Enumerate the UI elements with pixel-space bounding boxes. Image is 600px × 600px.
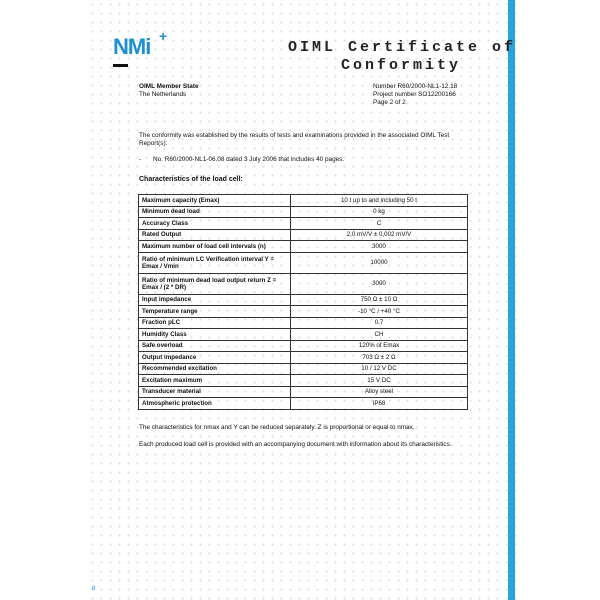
row-key: Accuracy Class [139, 218, 291, 230]
project-number: Project number SO12200166 [373, 91, 456, 98]
row-key: Humidity Class [139, 329, 291, 341]
row-value: CH [291, 329, 468, 341]
table-row [139, 241, 468, 253]
row-key: Fraction pLC [139, 317, 291, 329]
page-edge-stripe [508, 0, 515, 600]
table-row [139, 294, 468, 306]
section-title: Characteristics of the load cell: [139, 176, 243, 183]
row-key: Ratio of minimum LC Verification interval Y = Emax / Vmin [139, 252, 291, 273]
row-value: C [291, 218, 468, 230]
certificate-number: Number R60/2000-NL1-12.18 [373, 83, 458, 90]
row-value: 3000 [291, 241, 468, 253]
member-state-block [139, 83, 199, 99]
report-dash: - [139, 156, 142, 163]
table-row [139, 352, 468, 364]
row-value: 15 V DC [291, 375, 468, 387]
table-row [139, 340, 468, 352]
row-key: Atmospheric protection [139, 398, 291, 410]
report-reference [139, 156, 344, 163]
table-row [139, 317, 468, 329]
intro-paragraph: The conformity was established by the results of tests and examinations provided in the associated OIML Test Report(s): [139, 132, 450, 148]
table-row [139, 229, 468, 241]
table-row [139, 375, 468, 387]
row-value: 10 / 12 V DC [291, 363, 468, 375]
page-number: 8 [92, 586, 96, 592]
row-key: Maximum capacity (Emax) [139, 195, 291, 207]
row-key: Transducer material [139, 386, 291, 398]
row-key: Ratio of minimum dead load output return Z = Emax / (2 * DR) [139, 273, 291, 294]
table-row [139, 206, 468, 218]
row-value: 750 Ω ± 10 Ω [291, 294, 468, 306]
note-accompanying-document: Each produced load cell is provided with an accompanying document with information about its characteristics. [139, 441, 452, 448]
row-value: 10000 [291, 252, 468, 273]
table-row [139, 386, 468, 398]
table-row [139, 218, 468, 230]
row-value: 3000 [291, 273, 468, 294]
row-value: 0 kg [291, 206, 468, 218]
row-value: 10 t up to and including 50 t [291, 195, 468, 207]
member-state-country: The Netherlands [139, 91, 187, 98]
row-key: Rated Output [139, 229, 291, 241]
characteristics-table [138, 194, 468, 410]
row-key: Safe overload [139, 340, 291, 352]
row-key: Temperature range [139, 306, 291, 318]
title-line-1: OIML Certificate of [288, 39, 517, 56]
page-indicator: Page 2 of 2 [373, 99, 406, 106]
row-value: 120% of Emax [291, 340, 468, 352]
table-row [139, 252, 468, 273]
table-row [139, 273, 468, 294]
row-value: 0,7 [291, 317, 468, 329]
row-key: Recommended excitation [139, 363, 291, 375]
row-key: Excitation maximum [139, 375, 291, 387]
table-row [139, 398, 468, 410]
row-key: Input impedance [139, 294, 291, 306]
row-value: 2,0 mV/V ± 0,002 mV/V [291, 229, 468, 241]
logo-plus: + [159, 28, 168, 44]
row-key: Minimum dead load [139, 206, 291, 218]
logo-text: NMi [113, 34, 151, 59]
row-key: Maximum number of load cell intervals (n) [139, 241, 291, 253]
table-row [139, 329, 468, 341]
table-row [139, 363, 468, 375]
logo-underbar [113, 64, 128, 67]
member-state-label: OIML Member State [139, 83, 199, 90]
row-value: 703 Ω ± 2 Ω [291, 352, 468, 364]
certificate-meta [373, 83, 457, 107]
table-row [139, 306, 468, 318]
row-value: IP68 [291, 398, 468, 410]
nmi-logo [113, 28, 175, 66]
row-value: -10 °C / +40 °C [291, 306, 468, 318]
title-line-2: Conformity [341, 57, 462, 74]
report-text: No. R60/2000-NL1-06.08 dated 3 July 2006 that includes 40 pages. [153, 156, 345, 163]
row-value: Alloy steel [291, 386, 468, 398]
row-key: Output impedance [139, 352, 291, 364]
table-row [139, 195, 468, 207]
note-reduction: The characteristics for nmax and Y can be reduced separately. Z is proportional or equal to nmax. [139, 424, 415, 431]
